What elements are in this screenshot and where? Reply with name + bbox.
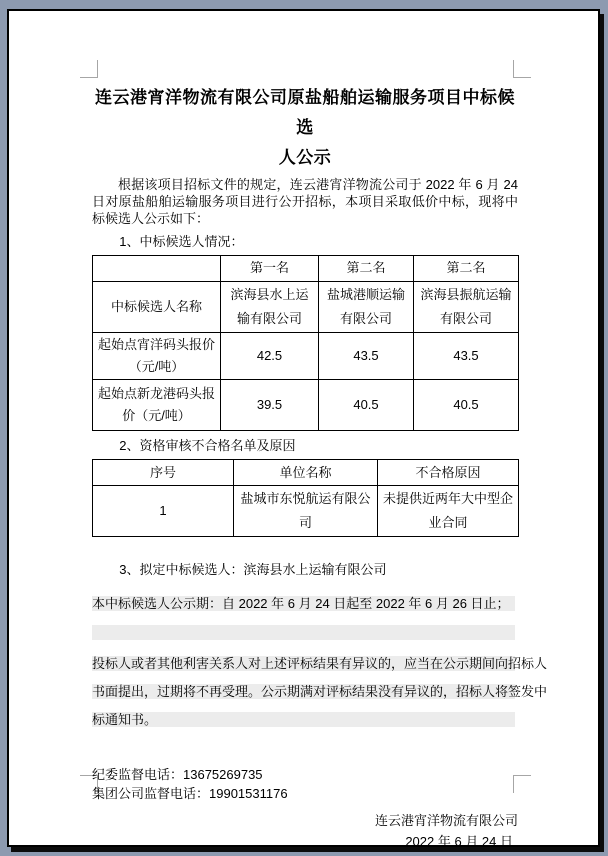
table-row [93,282,519,333]
objection-paragraph-line-3: 标通知书。 [92,712,515,727]
document-content [92,11,548,852]
candidates-table [92,255,519,431]
candidate-name-cell: 盐城港顺运输有限公司 [319,282,414,333]
group-supervision-phone: 集团公司监督电话：19901531176 [92,786,288,801]
section-2-label: 2、资格审核不合格名单及原因 [119,438,296,453]
price-row-label: 起始点新龙港码头报价（元/吨） [93,380,221,431]
section-3-label: 3、拟定中标候选人：滨海县水上运输有限公司 [119,562,387,577]
table-row [93,333,519,380]
disqualified-header-company: 单位名称 [234,460,378,486]
candidates-header-empty-cell [93,256,221,282]
document-title-line-1: 连云港宵洋物流有限公司原盐船舶运输服务项目中标候选 [95,88,515,137]
intro-paragraph: 根据该项目招标文件的规定，连云港宵洋物流公司于 2022 年 6 月 24 日对原盐船舶运输服务项目进行公开招标，本项目采取低价中标，现将中标候选人公示如下： [92,177,518,226]
supervision-contacts [92,765,518,803]
disqualified-reason-cell: 未提供近两年大中型企业合同 [378,486,519,537]
candidates-header-rank-1: 第一名 [221,256,319,282]
disqualified-table [92,459,519,537]
objection-paragraph-line-1: 投标人或者其他利害关系人对上述评标结果有异议的，应当在公示期间向招标人 [92,656,548,671]
disqualified-table-header-row [93,460,519,486]
table-row [93,380,519,431]
objection-paragraph-line-2: 书面提出，过期将不再受理。公示期满对评标结果没有异议的，招标人将签发中 [92,684,548,699]
document-title-line-2: 人公示 [278,148,332,167]
publicity-period-line: 本中标候选人公示期：自 2022 年 6 月 24 日起至 2022 年 6 月 26 日止； [92,596,515,611]
candidate-name-cell: 滨海县振航运输有限公司 [414,282,519,333]
candidate-name-cell: 滨海县水上运输有限公司 [221,282,319,333]
signature-block [92,810,518,852]
document-page [7,9,600,847]
signature-date: 2022 年 6 月 24 日 [405,834,513,849]
document-title [92,83,518,173]
price-cell: 42.5 [221,333,319,380]
signature-company: 连云港宵洋物流有限公司 [374,813,518,828]
disqualified-header-reason: 不合格原因 [378,460,519,486]
candidates-header-rank-2: 第二名 [319,256,414,282]
candidates-table-header-row [93,256,519,282]
discipline-supervision-phone: 纪委监督电话：13675269735 [92,767,263,782]
price-row-label: 起始点宵洋码头报价（元/吨） [93,333,221,380]
price-cell: 43.5 [414,333,519,380]
price-cell: 40.5 [319,380,414,431]
section-1-label: 1、中标候选人情况： [119,234,244,249]
table-row [93,486,519,537]
disqualified-header-no: 序号 [93,460,234,486]
highlighted-blank-line [92,625,515,640]
price-cell: 43.5 [319,333,414,380]
price-cell: 39.5 [221,380,319,431]
disqualified-company-cell: 盐城市东悦航运有限公司 [234,486,378,537]
candidates-row-label: 中标候选人名称 [93,282,221,333]
candidates-header-rank-3: 第二名 [414,256,519,282]
disqualified-no-cell: 1 [93,486,234,537]
price-cell: 40.5 [414,380,519,431]
